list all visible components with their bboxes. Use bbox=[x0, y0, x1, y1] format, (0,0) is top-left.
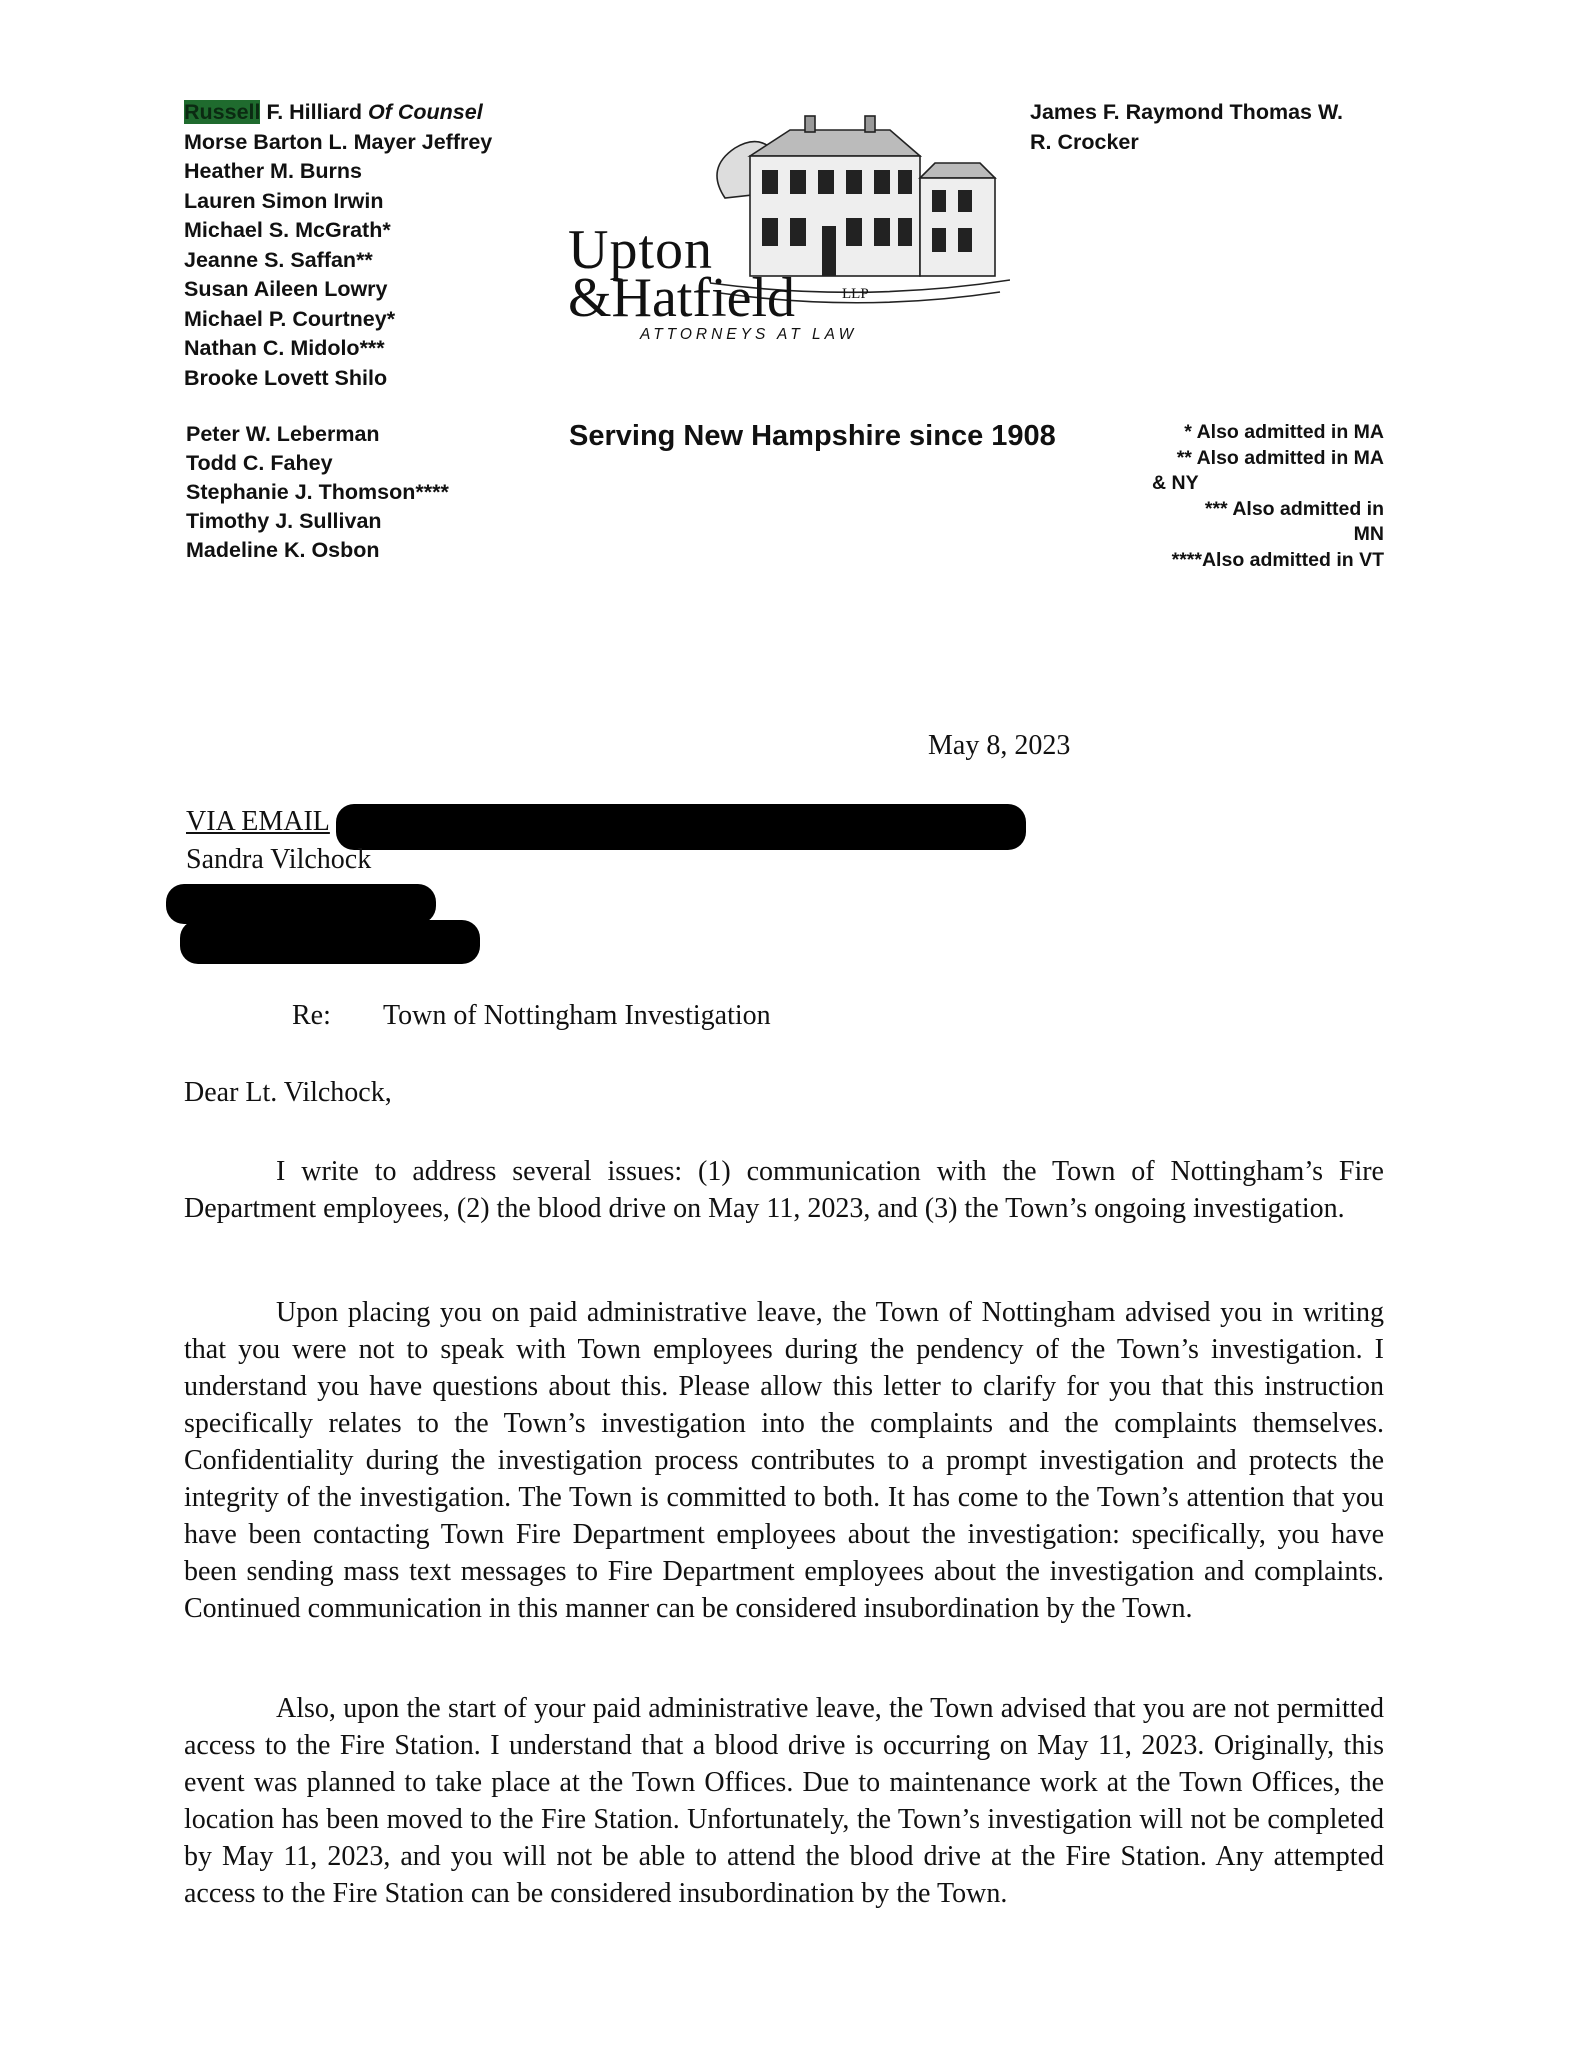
attorney-name: R. Crocker bbox=[1030, 129, 1139, 154]
serving-since-tagline: Serving New Hampshire since 1908 bbox=[569, 420, 1056, 452]
recipient-name: Sandra Vilchock bbox=[186, 844, 372, 875]
attorney-name: Russell F. Hilliard Of Counsel bbox=[184, 100, 483, 124]
footnote: & NY bbox=[1152, 472, 1199, 494]
highlighted-name: Russell bbox=[184, 100, 261, 124]
attorney-name: Michael S. McGrath* bbox=[184, 218, 391, 242]
body-paragraph: I write to address several issues: (1) communication with the Town of Nottingham’s Fire Department employees, (2) the blood drive on May 11, 2023, and (3) the Town’s ongoing investigation. bbox=[184, 1156, 1384, 1224]
firm-tagline: ATTORNEYS AT LAW bbox=[640, 326, 858, 343]
delivery-method: VIA EMAIL bbox=[186, 806, 330, 837]
attorney-list-left-secondary bbox=[186, 420, 449, 565]
attorney-name: Nathan C. Midolo*** bbox=[184, 336, 385, 360]
of-counsel-note: Of Counsel bbox=[368, 100, 483, 124]
salutation: Dear Lt. Vilchock, bbox=[184, 1077, 392, 1108]
attorney-list-left-primary bbox=[184, 98, 492, 393]
attorney-name: Heather M. Burns bbox=[184, 159, 363, 183]
body-paragraph: Upon placing you on paid administrative leave, the Town of Nottingham advised you in writing that you were not to speak with Town employees during the pendency of the Town’s investigation. I understand you have questions about this. Please allow this letter to clarify for you that this instruction specifically relates to the Town’s investigation into the complaints and the complaints themselves. Confidentiality during the investigation process contributes to a prompt investigation and protects the integrity of the investigation. The Town is committed to both. It has come to the Town’s attention that you have been contacting Town Fire Department employees about the investigation: specifically, you have been sending mass text messages to Fire Department employees about the investigation and complaints. Continued communication in this manner can be considered insubordination by the Town. bbox=[184, 1297, 1384, 1624]
footnote: *** Also admitted in bbox=[1204, 497, 1384, 520]
attorney-name: Susan Aileen Lowry bbox=[184, 277, 388, 301]
firm-name-hatfield: &Hatfield bbox=[568, 267, 796, 329]
footnote: * Also admitted in MA bbox=[1184, 421, 1384, 443]
letter-date: May 8, 2023 bbox=[928, 730, 1071, 761]
footnote: ****Also admitted in VT bbox=[1171, 548, 1384, 571]
attorney-name: Peter W. Leberman bbox=[186, 422, 380, 446]
footnote: ** Also admitted in MA bbox=[1176, 446, 1384, 469]
body-paragraph: Also, upon the start of your paid administrative leave, the Town advised that you are not permitted access to the Fire Station. I understand that a blood drive is occurring on May 11, 2023. Originally, this event was planned to take place at the Town Offices. Due to maintenance work at the Town Offices, the location has been moved to the Fire Station. Unfortunately, the Town’s investigation will not be completed by May 11, 2023, and you will not be able to attend the blood drive at the Fire Station. Any attempted access to the Fire Station can be considered insubordination by the Town. bbox=[184, 1693, 1384, 1909]
attorney-name: Madeline K. Osbon bbox=[186, 538, 380, 562]
redacted-address bbox=[180, 920, 480, 964]
footnote: MN bbox=[1353, 523, 1384, 545]
re-label: Re: bbox=[292, 1000, 331, 1031]
re-subject: Town of Nottingham Investigation bbox=[383, 1000, 771, 1031]
redacted-email bbox=[336, 804, 1026, 850]
admission-footnotes bbox=[1148, 420, 1384, 573]
attorney-name: Lauren Simon Irwin bbox=[184, 188, 384, 213]
attorney-list-right bbox=[1030, 98, 1390, 157]
firm-name-upton: Upton bbox=[568, 219, 713, 281]
attorney-name: Brooke Lovett Shilo bbox=[184, 365, 388, 390]
attorney-name: Stephanie J. Thomson**** bbox=[186, 480, 449, 504]
attorney-name: Morse Barton L. Mayer Jeffrey bbox=[184, 129, 493, 154]
attorney-name: Michael P. Courtney* bbox=[184, 306, 396, 331]
redacted-address bbox=[166, 884, 436, 924]
attorney-name: Timothy J. Sullivan bbox=[186, 509, 382, 533]
firm-suffix: LLP bbox=[842, 286, 869, 302]
attorney-name: Todd C. Fahey bbox=[186, 451, 333, 475]
attorney-name: Jeanne S. Saffan** bbox=[184, 247, 373, 272]
attorney-name: James F. Raymond Thomas W. bbox=[1030, 100, 1344, 124]
